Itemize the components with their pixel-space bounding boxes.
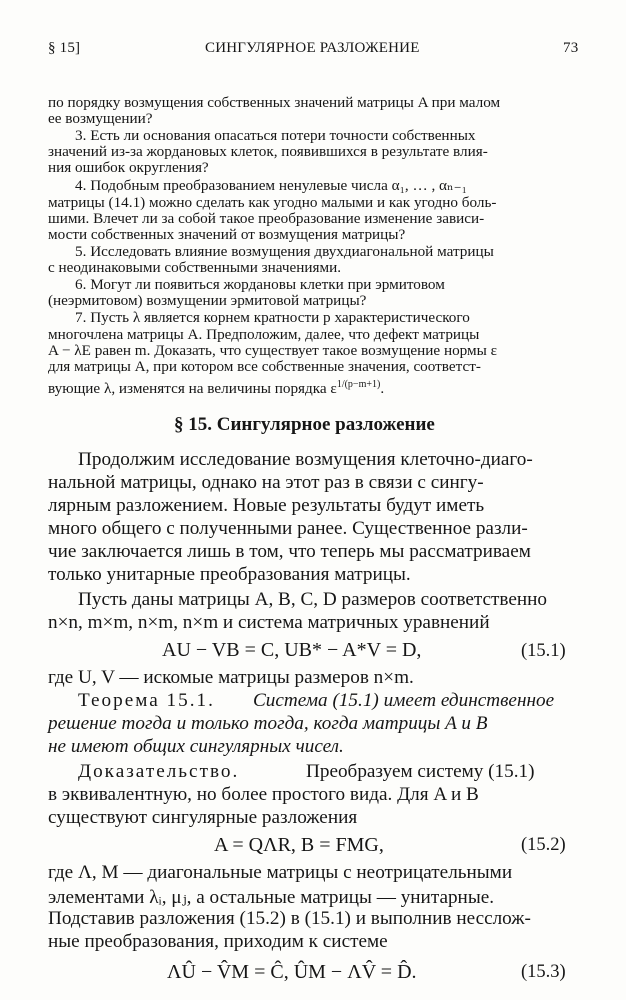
exercise-text-line: ния ошибок округления? [48,159,209,176]
body-line: Подставив разложения (15.2) в (15.1) и выполнив несслож- [48,908,531,929]
exercise-text-span: вующие λ, изменятся на величины порядка ε [48,380,337,398]
theorem-text: Система (15.1) имеет единственное [253,690,555,711]
theorem-text: не имеют общих сингулярных чисел. [48,736,344,757]
body-line: Пусть даны матрицы A, B, C, D размеров соответственно [78,589,548,610]
proof-label: Доказательство. [78,761,240,782]
theorem-label: Теорема 15.1. [78,690,215,711]
body-line: элементами λᵢ, μⱼ, а остальные матрицы — унитарные. [48,887,495,908]
exercise-text-line: A − λE равен m. Доказать, что существует такое возмущение нормы ε [48,342,498,359]
body-line: в эквивалентную, но более простого вида. Для A и B [48,784,479,805]
exponent: 1/(p−m+1) [336,379,381,390]
equation-number: (15.3) [521,962,566,982]
body-line: лярным разложением. Новые результаты будут иметь [48,495,485,516]
period: . [380,380,385,398]
exercise-text-line [48,375,384,398]
body-line: где U, V — искомые матрицы размеров n×m. [48,667,414,688]
exercise-text-line: для матрицы A, при котором все собственные значения, соответст- [48,358,481,375]
exercise-text-line: с неодинаковыми собственными значениями. [48,259,342,276]
equation-number: (15.1) [521,641,566,661]
body-line: Преобразуем систему (15.1) [306,761,535,782]
exercise-text-line: мости собственных значений от возмущения матрицы? [48,226,406,243]
exercise-text-line: шими. Влечет ли за собой такое преобразование изменение зависи- [48,210,485,227]
body-line: чие заключается лишь в том, что теперь мы рассматриваем [48,541,531,562]
exercise-text-line: значений из-за жордановых клеток, появившихся в результате влия- [48,143,488,160]
exercise-6: 6. Могут ли появиться жордановы клетки при эрмитовом [75,276,445,293]
exercise-5: 5. Исследовать влияние возмущения двухдиагональной матрицы [75,243,494,260]
body-line: нальной матрицы, однако на этот раз в связи с сингу- [48,472,484,493]
body-line: много общего с полученными ранее. Существенное разли- [48,518,528,539]
exercise-text-line: (неэрмитовом) возмущении эрмитовой матрицы? [48,292,367,309]
exercise-text-line: ее возмущении? [48,110,153,127]
exercise-7: 7. Пусть λ является корнем кратности p характеристического [75,309,470,326]
body-line: где Λ, M — диагональные матрицы с неотрицательными [48,862,513,883]
equation-15-3: ΛÛ − V̂M = Ĉ, ÛM − ΛV̂ = D̂. [167,961,417,983]
running-head-section: § 15] [48,40,81,56]
body-line: n×n, m×m, n×m, n×m и система матричных уравнений [48,612,490,633]
body-line: Продолжим исследование возмущения клеточно-диаго- [78,449,533,470]
body-line: ные преобразования, приходим к системе [48,931,388,952]
body-line: существуют сингулярные разложения [48,807,358,828]
page-number: 73 [563,40,579,56]
equation-15-1: AU − VB = C, UB* − A*V = D, [162,639,422,661]
equation-number: (15.2) [521,835,566,855]
section-title: § 15. Сингулярное разложение [174,414,435,435]
exercise-3: 3. Есть ли основания опасаться потери точности собственных [75,127,476,144]
exercise-4: 4. Подобным преобразованием ненулевые числа α₁, … , αₙ₋₁ [75,177,467,194]
equation-15-2: A = QΛR, B = FMG, [214,834,384,856]
exercise-text-line: по порядку возмущения собственных значений матрицы A при малом [48,94,501,111]
theorem-text: решение тогда и только тогда, когда матрицы A и B [48,713,488,734]
body-line: только унитарные преобразования матрицы. [48,564,411,585]
exercise-text-line: матрицы (14.1) можно сделать как угодно малыми и как угодно боль- [48,194,497,211]
exercise-text-line: многочлена матрицы A. Предположим, далее, что дефект матрицы [48,326,480,343]
running-head-title: СИНГУЛЯРНОЕ РАЗЛОЖЕНИЕ [205,40,420,56]
